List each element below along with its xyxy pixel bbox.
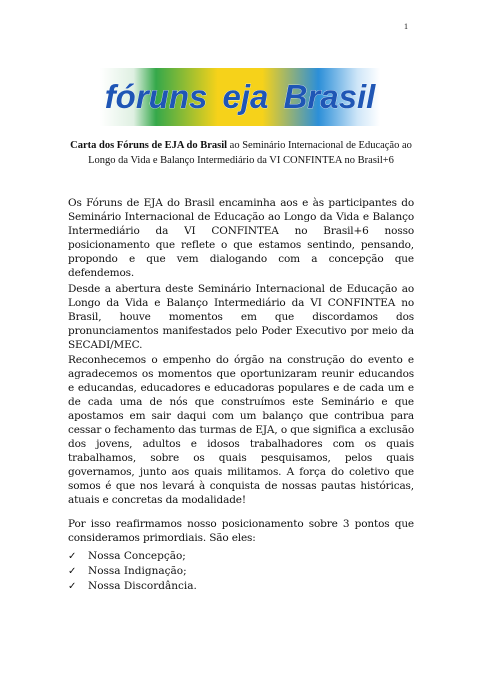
point-label: Nossa Discordância. (88, 580, 197, 592)
logo-text-foruns: fóruns (104, 78, 208, 115)
list-item (68, 579, 197, 594)
list-item (68, 564, 197, 579)
paragraph-intro: Os Fóruns de EJA do Brasil encaminha aos e às participantes do Seminário Internacional de Educação ao Longo da Vida e Balanço Intermediário da VI CONFINTEA no Brasil+6 nosso posicionamento que reflete o que estamos sentindo, pensando, propondo e que vem dialogando com a concepção que defendemos. (68, 197, 414, 279)
points-list (68, 549, 197, 594)
checkmark-icon: ✓ (68, 581, 77, 592)
letter-title-bold: Carta dos Fóruns de EJA do Brasil (70, 140, 228, 151)
checkmark-icon: ✓ (68, 551, 77, 562)
paragraph-disagreement: Desde a abertura deste Seminário Internacional de Educação ao Longo da Vida e Balanço Intermediário da VI CONFINTEA no Brasil, houve momentos em que discordamos dos pronunciamentos manifestados pelo Poder Executivo por meio da SECADI/MEC. (68, 283, 414, 351)
paragraph-recognition: Reconhecemos o empenho do órgão na construção do evento e agradecemos os momentos que oportunizaram reunir educandos e educandas, educadores e educadoras populares e de cada um e de cada uma de nós que construímos este Seminário e que apostamos em sair daqui com um balanço que contribua para cessar o fechamento das turmas de EJA, o que significa a exclusão dos jovens, adultos e idosos trabalhadores com os quais trabalhamos, sobre os quais pesquisamos, pelos quais governamos, junto aos quais militamos. A força do coletivo que somos é que nos levará à conquista de nossas pautas históricas, atuais e concretas da modalidade! (68, 354, 414, 506)
logo-text-brasil: Brasil (283, 78, 376, 115)
forums-eja-brasil-logo (100, 68, 380, 126)
svg-text:fóruns eja Brasil (105, 78, 376, 115)
logo-graphic (100, 68, 380, 126)
point-label: Nossa Concepção; (88, 550, 186, 562)
point-label: Nossa Indignação; (88, 565, 187, 577)
letter-title-rest: ao Seminário Internacional de Educação ao Longo da Vida e Balanço Intermediário da VI CONFINTEA no Brasil+6 (88, 140, 412, 166)
paragraph-points-intro: Por isso reafirmamos nosso posicionamento sobre 3 pontos que consideramos primordiais. São eles: (68, 518, 414, 544)
logo-text-eja: eja (222, 78, 269, 115)
page-number: 1 (404, 22, 408, 31)
letter-title (68, 138, 414, 168)
list-item (68, 549, 197, 564)
checkmark-icon: ✓ (68, 566, 77, 577)
